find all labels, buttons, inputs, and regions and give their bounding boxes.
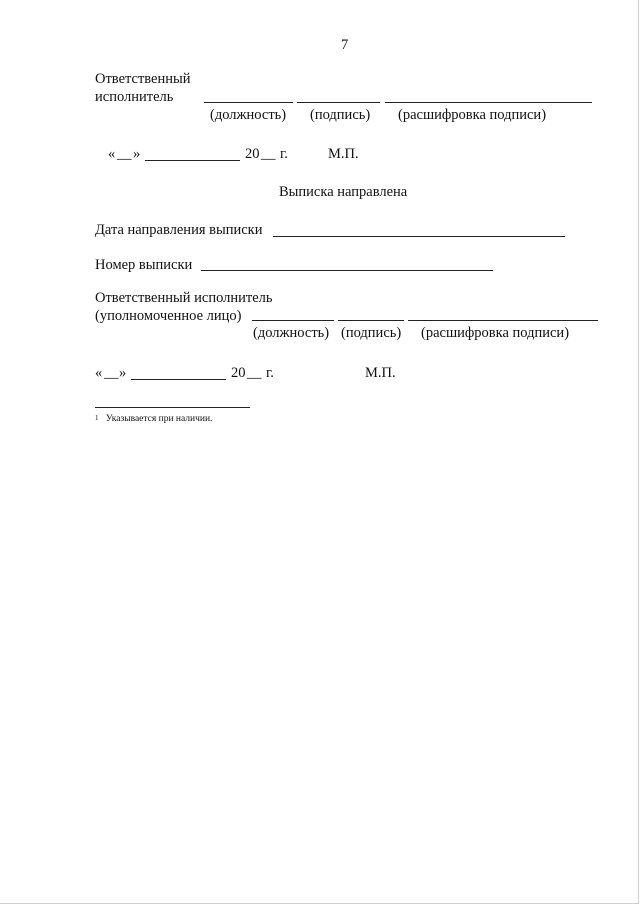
footnote: [95, 415, 212, 425]
date-open-quote: «: [108, 146, 116, 162]
date2-year-suffix: г.: [266, 365, 274, 381]
stamp-label: М.П.: [328, 146, 359, 162]
number-label: Номер выписки: [95, 257, 193, 273]
footnote-separator: [95, 407, 250, 408]
date2-close-quote: »: [119, 365, 127, 381]
stamp2-label: М.П.: [365, 365, 396, 381]
page-number: 7: [341, 37, 349, 53]
executor-label-line2: исполнитель: [95, 89, 174, 105]
date-month-field[interactable]: [145, 160, 240, 161]
executor-decoding-field[interactable]: [385, 102, 592, 103]
authorized-decoding-field[interactable]: [408, 320, 598, 321]
date-day-blank[interactable]: __: [117, 146, 132, 162]
date2-month-field[interactable]: [131, 379, 226, 380]
footnote-text: Указывается при наличии.: [105, 414, 213, 424]
date-sent-label: Дата направления выписки: [95, 222, 263, 238]
footnote-marker: 1: [95, 414, 99, 422]
authorized-signature-field[interactable]: [338, 320, 404, 321]
date-year-prefix: 20: [245, 146, 260, 162]
date-close-quote: »: [133, 146, 141, 162]
caption2-decoding: (расшифровка подписи): [421, 325, 570, 341]
date-sent-field[interactable]: [273, 236, 565, 237]
authorized-label-line1: Ответственный исполнитель: [95, 290, 273, 306]
number-field[interactable]: [201, 270, 493, 271]
authorized-position-field[interactable]: [252, 320, 334, 321]
caption2-signature: (подпись): [341, 325, 402, 341]
executor-signature-field[interactable]: [297, 102, 380, 103]
caption2-position: (должность): [253, 325, 330, 341]
date-year-suffix: г.: [280, 146, 288, 162]
caption-position: (должность): [210, 107, 287, 123]
date-year-blank[interactable]: __: [261, 146, 276, 162]
section-heading: Выписка направлена: [279, 184, 408, 200]
caption-signature: (подпись): [310, 107, 371, 123]
executor-position-field[interactable]: [204, 102, 293, 103]
caption-decoding: (расшифровка подписи): [398, 107, 547, 123]
authorized-label-line2: (уполномоченное лицо): [95, 308, 242, 324]
date2-year-blank[interactable]: __: [247, 365, 262, 381]
date2-day-blank[interactable]: __: [104, 365, 119, 381]
date2-open-quote: «: [95, 365, 103, 381]
date2-year-prefix: 20: [231, 365, 246, 381]
executor-label-line1: Ответственный: [95, 71, 191, 87]
